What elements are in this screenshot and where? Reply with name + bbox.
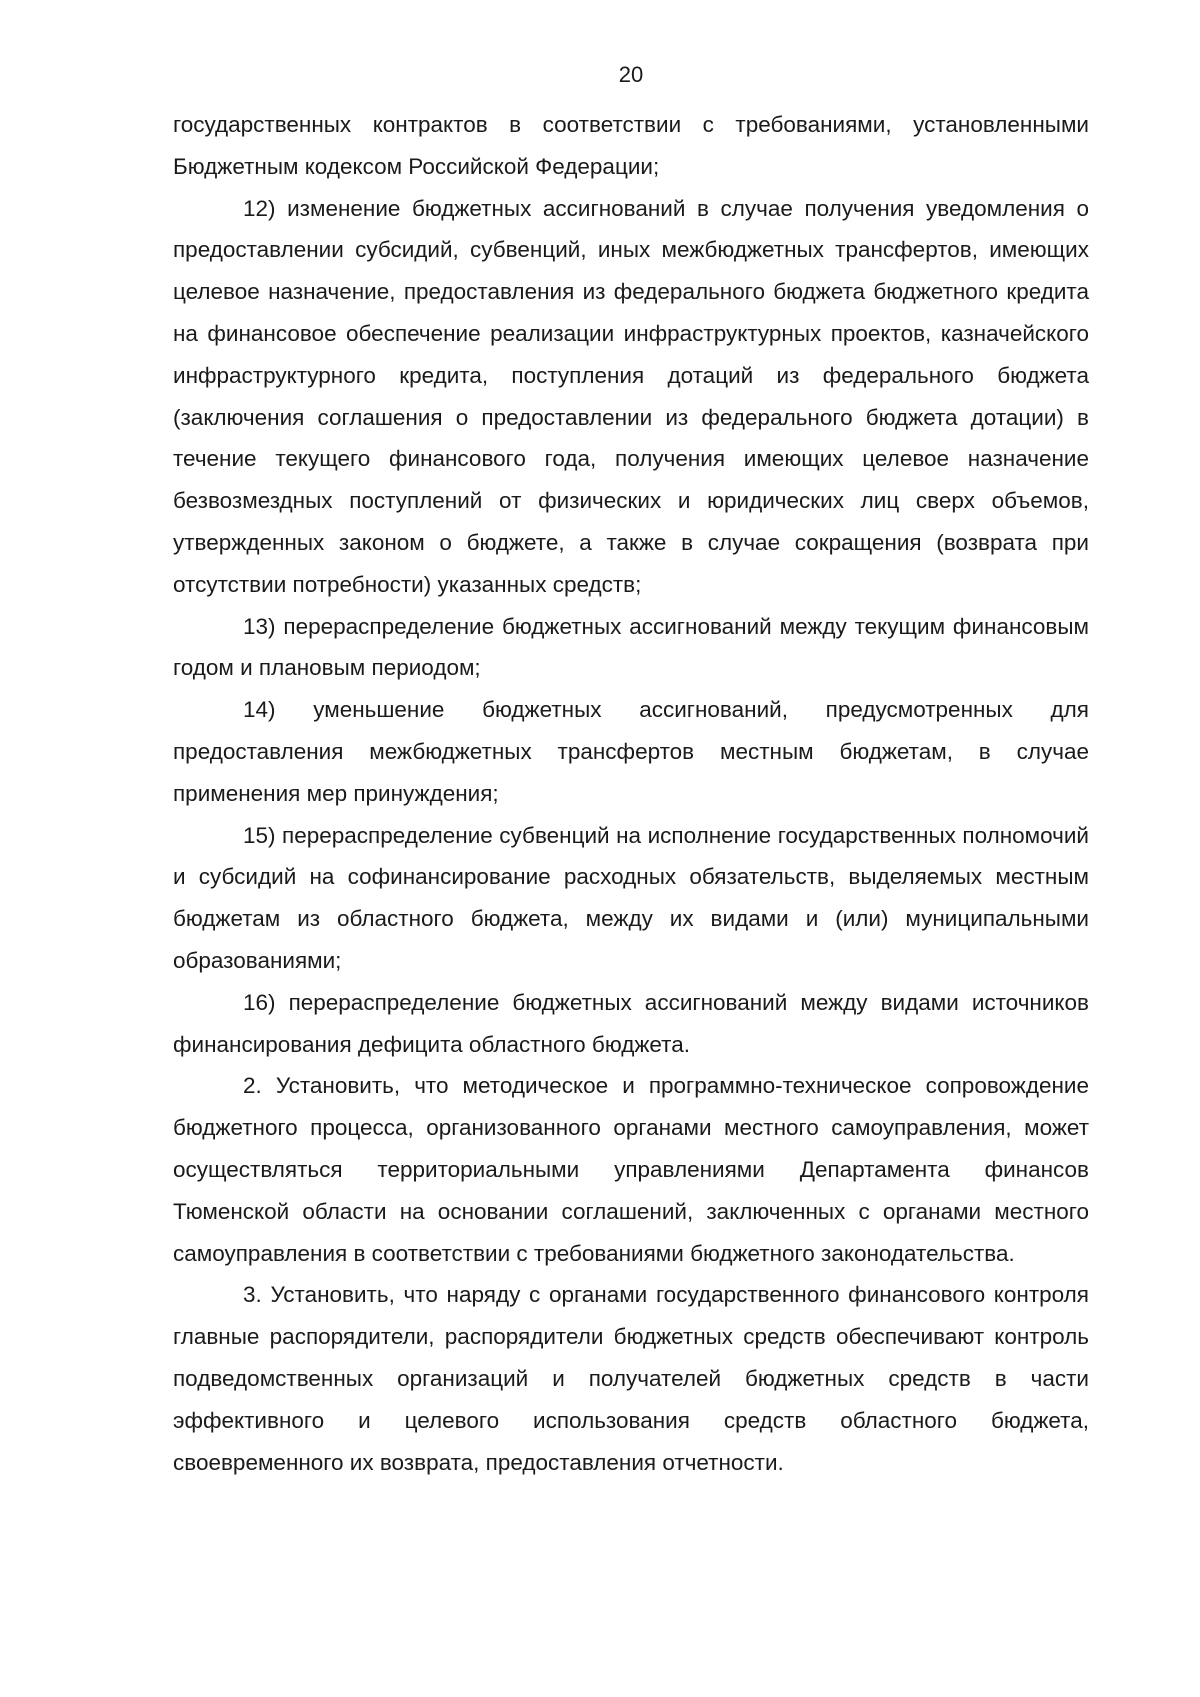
paragraph-item-12: 12) изменение бюджетных ассигнований в случае получения уведомления о предоставлении субсидий, субвенций, иных межбюджетных трансфертов, имеющих целевое назначение, предоставления из федерального бюджета бюджетного кредита на финансовое обеспечение реализации инфраструктурных проектов, казначейского инфраструктурного кредита, поступления дотаций из федерального бюджета (заключения соглашения о предоставлении из федерального бюджета дотации) в течение текущего финансового года, получения имеющих целевое назначение безвозмездных поступлений от физических и юридических лиц сверх объемов, утвержденных законом о бюджете, а также в случае сокращения (возврата при отсутствии потребности) указанных средств; <box>173 195 1089 597</box>
paragraph-item-14: 14) уменьшение бюджетных ассигнований, предусмотренных для предоставления межбюджетных трансфертов местным бюджетам, в случае применения мер принуждения; <box>173 697 1089 806</box>
document-body <box>173 104 1089 1483</box>
paragraph-section-3: 3. Установить, что наряду с органами государственного финансового контроля главные распорядители, распорядители бюджетных средств обеспечивают контроль подведомственных организаций и получателей бюджетных средств в части эффективного и целевого использования средств областного бюджета, своевременного их возврата, предоставления отчетности. <box>173 1282 1089 1475</box>
paragraph-item-15: 15) перераспределение субвенций на исполнение государственных полномочий и субсидий на софинансирование расходных обязательств, выделяемых местным бюджетам из областного бюджета, между их видами и (или) муниципальными образованиями; <box>173 822 1089 973</box>
paragraph-section-2: 2. Установить, что методическое и программно-техническое сопровождение бюджетного процесса, организованного органами местного самоуправления, может осуществляться территориальными управлениями Департамента финансов Тюменской области на основании соглашений, заключенных с органами местного самоуправления в соответствии с требованиями бюджетного законодательства. <box>173 1073 1089 1266</box>
paragraph-continuation: государственных контрактов в соответствии с требованиями, установленными Бюджетным кодексом Российской Федерации; <box>173 112 1089 179</box>
paragraph-item-13: 13) перераспределение бюджетных ассигнований между текущим финансовым годом и плановым периодом; <box>173 613 1089 681</box>
paragraph-item-16: 16) перераспределение бюджетных ассигнований между видами источников финансирования дефицита областного бюджета. <box>173 989 1089 1057</box>
page-number: 20 <box>618 62 644 87</box>
